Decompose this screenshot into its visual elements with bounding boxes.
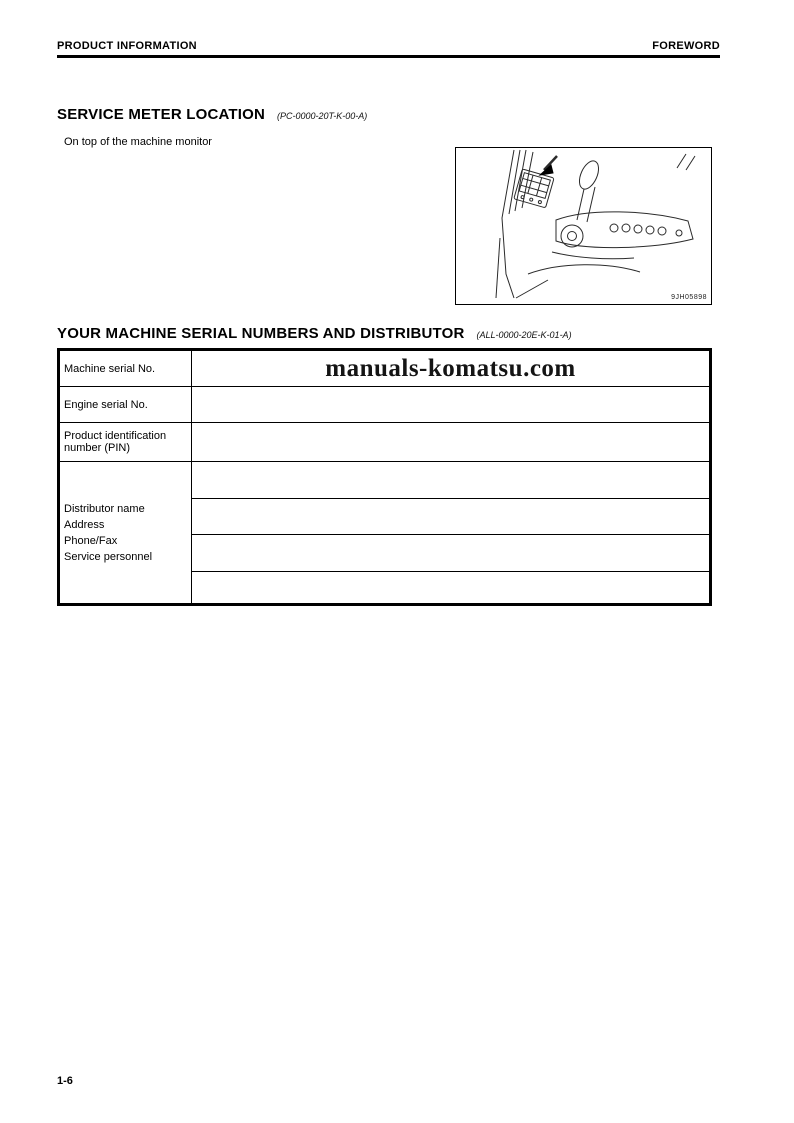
serial-numbers-table [57, 348, 712, 606]
distributor-address-line: Address [64, 518, 105, 531]
section1-code: (PC-0000-20T-K-00-A) [277, 111, 368, 121]
engine-serial-label: Engine serial No. [59, 387, 192, 423]
table-row [59, 350, 711, 387]
section-service-meter [57, 106, 367, 123]
machine-monitor-figure [455, 147, 712, 305]
page-number: 1-6 [57, 1075, 73, 1087]
section-serial-numbers [57, 325, 572, 342]
watermark-text: manuals-komatsu.com [325, 354, 576, 382]
section2-code: (ALL-0000-20E-K-01-A) [476, 330, 572, 340]
table-row [59, 423, 711, 462]
machine-serial-value [192, 350, 711, 387]
page-header [57, 40, 720, 52]
header-left-title: PRODUCT INFORMATION [57, 40, 197, 52]
distributor-service-line: Service personnel [64, 550, 153, 563]
pin-label: Product identification number (PIN) [59, 423, 192, 462]
distributor-value-1 [192, 462, 711, 499]
section1-body-text: On top of the machine monitor [64, 136, 212, 148]
header-right-title: FOREWORD [652, 40, 720, 52]
table-row [59, 462, 711, 499]
section1-title: SERVICE METER LOCATION [57, 106, 266, 123]
distributor-label [59, 462, 192, 605]
distributor-value-2 [192, 499, 711, 535]
section2-title: YOUR MACHINE SERIAL NUMBERS AND DISTRIBUTOR [57, 325, 465, 342]
pin-value [192, 423, 711, 462]
engine-serial-value [192, 387, 711, 423]
header-rule [57, 55, 720, 58]
distributor-value-4 [192, 572, 711, 605]
distributor-name-line: Distributor name [64, 502, 145, 515]
cab-line-drawing [456, 148, 711, 304]
distributor-value-3 [192, 535, 711, 572]
machine-serial-label: Machine serial No. [59, 350, 192, 387]
distributor-phone-line: Phone/Fax [64, 534, 118, 547]
figure-id-code: 9JH05898 [671, 294, 707, 301]
table-row [59, 387, 711, 423]
